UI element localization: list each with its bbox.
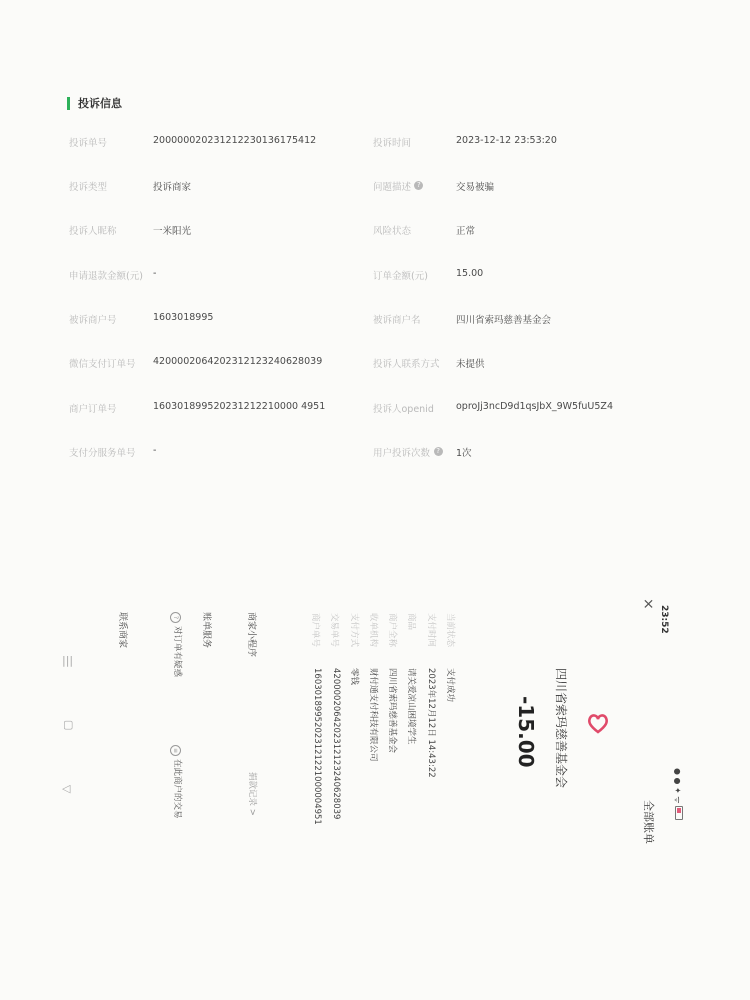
field-value: 15.00	[456, 268, 484, 279]
mini-program-link[interactable]: 捐款记录 >	[247, 772, 257, 816]
mini-program-label: 商家小程序	[246, 612, 256, 658]
detail-label: 商户全称	[387, 613, 397, 648]
field-label: 被诉商户号	[69, 315, 117, 326]
detail-value: 16030189952023121221000004951	[312, 668, 322, 825]
field-value: -	[153, 268, 157, 279]
field-value: 未提供	[456, 359, 485, 370]
field-value: 正常	[456, 226, 476, 237]
field-label: 风险状态	[373, 226, 412, 237]
phone-amount: -15.00	[514, 696, 538, 768]
list-icon: ≡	[170, 745, 181, 756]
question-icon: ?	[170, 612, 181, 623]
help-icon[interactable]: ?	[434, 447, 443, 456]
field-label: 被诉商户名	[373, 315, 421, 326]
detail-value: 财付通支付科技有限公司	[368, 668, 378, 762]
field-label: 投诉类型	[69, 182, 108, 193]
phone-status-time: 23:52	[659, 605, 669, 634]
status-bar-icons: ● ● ✦ ᯤ	[672, 768, 683, 820]
field-label: 微信支付订单号	[69, 359, 136, 370]
nav-menu-icon[interactable]: |||	[62, 654, 74, 667]
field-label: 投诉人openid	[373, 404, 434, 415]
detail-value: 4200002064202312123240628039	[331, 668, 341, 820]
field-value: 1603018995	[153, 312, 214, 323]
detail-label: 支付时间	[426, 613, 436, 648]
field-value: 4200002064202312123240628039	[153, 356, 323, 367]
detail-value: 请关爱凉山困境学生	[406, 668, 416, 745]
phone-merchant-name: 四川省索玛慈善基金会	[554, 668, 568, 789]
field-value: 投诉商家	[153, 182, 192, 193]
phone-page-title: 全部账单	[642, 800, 655, 844]
field-value: 1次	[456, 448, 472, 459]
detail-label: 当前状态	[445, 613, 455, 648]
contact-merchant[interactable]: 联系商家	[117, 612, 127, 649]
field-label: 投诉时间	[373, 138, 412, 149]
detail-label: 商品	[406, 613, 416, 631]
section-title: 投诉信息	[78, 97, 122, 110]
detail-value: 零钱	[349, 668, 359, 686]
field-label: 投诉人昵称	[69, 226, 117, 237]
doubt-order-item[interactable]: ?对订单有疑惑	[170, 612, 184, 677]
field-value: 四川省索玛慈善基金会	[456, 315, 552, 326]
detail-label: 交易单号	[329, 613, 339, 648]
field-label: 问题描述	[373, 182, 412, 193]
detail-value: 支付成功	[445, 668, 455, 703]
close-icon[interactable]: ×	[640, 598, 656, 610]
field-value: 一米阳光	[153, 226, 192, 237]
bill-service-title: 账单服务	[201, 612, 211, 649]
help-icon[interactable]: ?	[414, 181, 423, 190]
field-label: 申请退款金额(元)	[69, 271, 143, 282]
field-label: 用户投诉次数	[373, 448, 431, 459]
merchant-trades-item[interactable]: ≡在此商户的交易	[170, 745, 184, 819]
field-label: 支付分服务单号	[69, 448, 136, 459]
field-value: 160301899520231212210000 4951	[153, 401, 326, 412]
detail-label: 商户单号	[310, 613, 320, 648]
field-value: 200000020231212230136175412	[153, 135, 317, 146]
field-value: oproJj3ncD9d1qsJbX_9W5fuU5Z4	[456, 401, 613, 412]
field-value: 2023-12-12 23:53:20	[456, 135, 557, 146]
heart-logo-icon	[585, 710, 611, 736]
nav-back-icon[interactable]: ◁	[62, 782, 71, 795]
detail-label: 支付方式	[349, 613, 359, 648]
battery-icon	[675, 806, 683, 820]
field-label: 订单金额(元)	[373, 271, 428, 282]
detail-label: 收单机构	[368, 613, 378, 648]
field-value: 交易被骗	[456, 182, 495, 193]
detail-value: 2023年12月12日 14:43:22	[426, 668, 436, 778]
detail-value: 四川省索玛慈善基金会	[387, 668, 397, 754]
field-value: -	[153, 445, 157, 456]
field-label: 商户订单号	[69, 404, 117, 415]
field-label: 投诉人联系方式	[373, 359, 440, 370]
nav-home-icon[interactable]: ▢	[63, 718, 74, 731]
field-label: 投诉单号	[69, 138, 108, 149]
